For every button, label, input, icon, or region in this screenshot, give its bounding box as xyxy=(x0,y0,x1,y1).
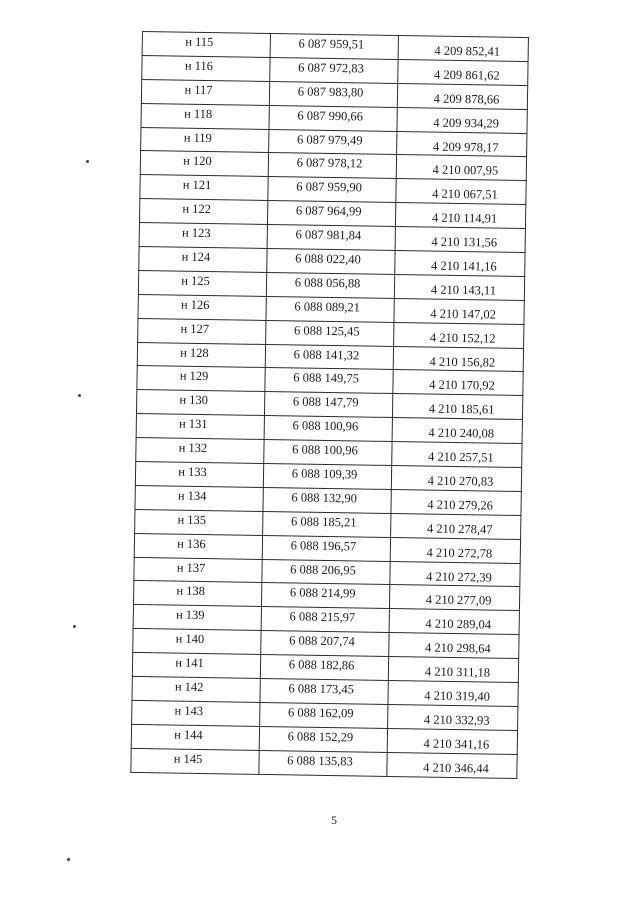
y-coordinate-cell: 4 210 067,51 xyxy=(396,179,526,205)
x-coordinate-cell: 6 088 152,29 xyxy=(259,726,387,752)
x-coordinate-cell: 6 087 979,49 xyxy=(269,129,397,155)
y-coordinate-cell: 4 209 978,17 xyxy=(397,131,527,157)
y-coordinate-cell: 4 210 152,12 xyxy=(394,322,524,348)
coordinates-table xyxy=(130,31,529,779)
y-coordinate-cell: 4 210 257,51 xyxy=(392,442,522,468)
scan-speck xyxy=(73,625,76,628)
point-id-cell: н 123 xyxy=(139,223,267,249)
x-coordinate-cell: 6 088 149,75 xyxy=(265,368,393,394)
x-coordinate-cell: 6 087 972,83 xyxy=(270,57,398,83)
y-coordinate-cell: 4 210 272,39 xyxy=(390,561,520,587)
point-id-cell: н 119 xyxy=(141,127,269,153)
x-coordinate-cell: 6 088 135,83 xyxy=(259,750,387,776)
y-coordinate-cell: 4 209 878,66 xyxy=(397,83,527,109)
point-id-cell: н 141 xyxy=(132,653,260,679)
scan-speck xyxy=(86,160,89,163)
point-id-cell: н 132 xyxy=(136,438,264,464)
point-id-cell: н 144 xyxy=(131,724,259,750)
point-id-cell: н 125 xyxy=(138,270,266,296)
x-coordinate-cell: 6 088 147,79 xyxy=(264,392,392,418)
y-coordinate-cell: 4 210 156,82 xyxy=(393,346,523,372)
point-id-cell: н 118 xyxy=(141,103,269,129)
point-id-cell: н 143 xyxy=(132,700,260,726)
scan-speck xyxy=(67,858,70,861)
y-coordinate-cell: 4 209 934,29 xyxy=(397,107,527,133)
y-coordinate-cell: 4 210 341,16 xyxy=(387,728,517,754)
y-coordinate-cell: 4 210 147,02 xyxy=(394,298,524,324)
x-coordinate-cell: 6 088 162,09 xyxy=(260,702,388,728)
x-coordinate-cell: 6 088 215,97 xyxy=(261,607,389,633)
x-coordinate-cell: 6 088 100,96 xyxy=(264,416,392,442)
y-coordinate-cell: 4 210 332,93 xyxy=(388,704,518,730)
x-coordinate-cell: 6 088 214,99 xyxy=(261,583,389,609)
x-coordinate-cell: 6 087 978,12 xyxy=(268,153,396,179)
x-coordinate-cell: 6 088 056,88 xyxy=(266,272,394,298)
x-coordinate-cell: 6 088 132,90 xyxy=(263,487,391,513)
x-coordinate-cell: 6 088 100,96 xyxy=(264,440,392,466)
y-coordinate-cell: 4 210 270,83 xyxy=(391,466,521,492)
point-id-cell: н 128 xyxy=(137,342,265,368)
x-coordinate-cell: 6 088 089,21 xyxy=(266,296,394,322)
point-id-cell: н 137 xyxy=(134,557,262,583)
x-coordinate-cell: 6 087 981,84 xyxy=(267,225,395,251)
y-coordinate-cell: 4 210 272,78 xyxy=(390,537,520,563)
coordinates-table-body xyxy=(131,32,529,779)
point-id-cell: н 139 xyxy=(133,605,261,631)
x-coordinate-cell: 6 088 206,95 xyxy=(262,559,390,585)
point-id-cell: н 117 xyxy=(141,79,269,105)
y-coordinate-cell: 4 210 114,91 xyxy=(395,203,525,229)
x-coordinate-cell: 6 088 141,32 xyxy=(265,344,393,370)
point-id-cell: н 133 xyxy=(135,461,263,487)
y-coordinate-cell: 4 210 278,47 xyxy=(391,513,521,539)
x-coordinate-cell: 6 088 109,39 xyxy=(263,463,391,489)
y-coordinate-cell: 4 210 143,11 xyxy=(394,274,524,300)
y-coordinate-cell: 4 209 852,41 xyxy=(398,36,528,62)
y-coordinate-cell: 4 210 319,40 xyxy=(388,680,518,706)
point-id-cell: н 131 xyxy=(136,414,264,440)
x-coordinate-cell: 6 088 185,21 xyxy=(263,511,391,537)
x-coordinate-cell: 6 087 964,99 xyxy=(267,201,395,227)
y-coordinate-cell: 4 210 185,61 xyxy=(392,394,522,420)
point-id-cell: н 130 xyxy=(136,390,264,416)
point-id-cell: н 129 xyxy=(137,366,265,392)
x-coordinate-cell: 6 088 207,74 xyxy=(261,631,389,657)
point-id-cell: н 115 xyxy=(142,32,270,58)
point-id-cell: н 138 xyxy=(133,581,261,607)
y-coordinate-cell: 4 210 170,92 xyxy=(393,370,523,396)
point-id-cell: н 136 xyxy=(134,533,262,559)
point-id-cell: н 142 xyxy=(132,676,260,702)
point-id-cell: н 122 xyxy=(139,199,267,225)
point-id-cell: н 127 xyxy=(138,318,266,344)
point-id-cell: н 140 xyxy=(133,629,261,655)
point-id-cell: н 126 xyxy=(138,294,266,320)
y-coordinate-cell: 4 210 298,64 xyxy=(389,633,519,659)
x-coordinate-cell: 6 088 125,45 xyxy=(266,320,394,346)
page-number: 5 xyxy=(331,813,337,827)
point-id-cell: н 134 xyxy=(135,485,263,511)
y-coordinate-cell: 4 210 131,56 xyxy=(395,227,525,253)
x-coordinate-cell: 6 087 990,66 xyxy=(269,105,397,131)
x-coordinate-cell: 6 088 182,86 xyxy=(260,655,388,681)
point-id-cell: н 145 xyxy=(131,748,259,774)
y-coordinate-cell: 4 210 141,16 xyxy=(395,251,525,277)
point-id-cell: н 135 xyxy=(135,509,263,535)
point-id-cell: н 120 xyxy=(140,151,268,177)
y-coordinate-cell: 4 210 277,09 xyxy=(389,585,519,611)
y-coordinate-cell: 4 210 240,08 xyxy=(392,418,522,444)
point-id-cell: н 124 xyxy=(139,246,267,272)
table-row xyxy=(131,748,517,778)
y-coordinate-cell: 4 210 289,04 xyxy=(389,609,519,635)
x-coordinate-cell: 6 087 959,51 xyxy=(270,34,398,60)
point-id-cell: н 116 xyxy=(142,55,270,81)
y-coordinate-cell: 4 210 346,44 xyxy=(387,752,517,778)
y-coordinate-cell: 4 209 861,62 xyxy=(398,59,528,85)
x-coordinate-cell: 6 087 983,80 xyxy=(269,81,397,107)
x-coordinate-cell: 6 088 022,40 xyxy=(267,249,395,275)
x-coordinate-cell: 6 087 959,90 xyxy=(268,177,396,203)
x-coordinate-cell: 6 088 196,57 xyxy=(262,535,390,561)
y-coordinate-cell: 4 210 311,18 xyxy=(388,657,518,683)
x-coordinate-cell: 6 088 173,45 xyxy=(260,678,388,704)
y-coordinate-cell: 4 210 279,26 xyxy=(391,489,521,515)
point-id-cell: н 121 xyxy=(140,175,268,201)
scan-speck xyxy=(78,394,81,397)
y-coordinate-cell: 4 210 007,95 xyxy=(396,155,526,181)
